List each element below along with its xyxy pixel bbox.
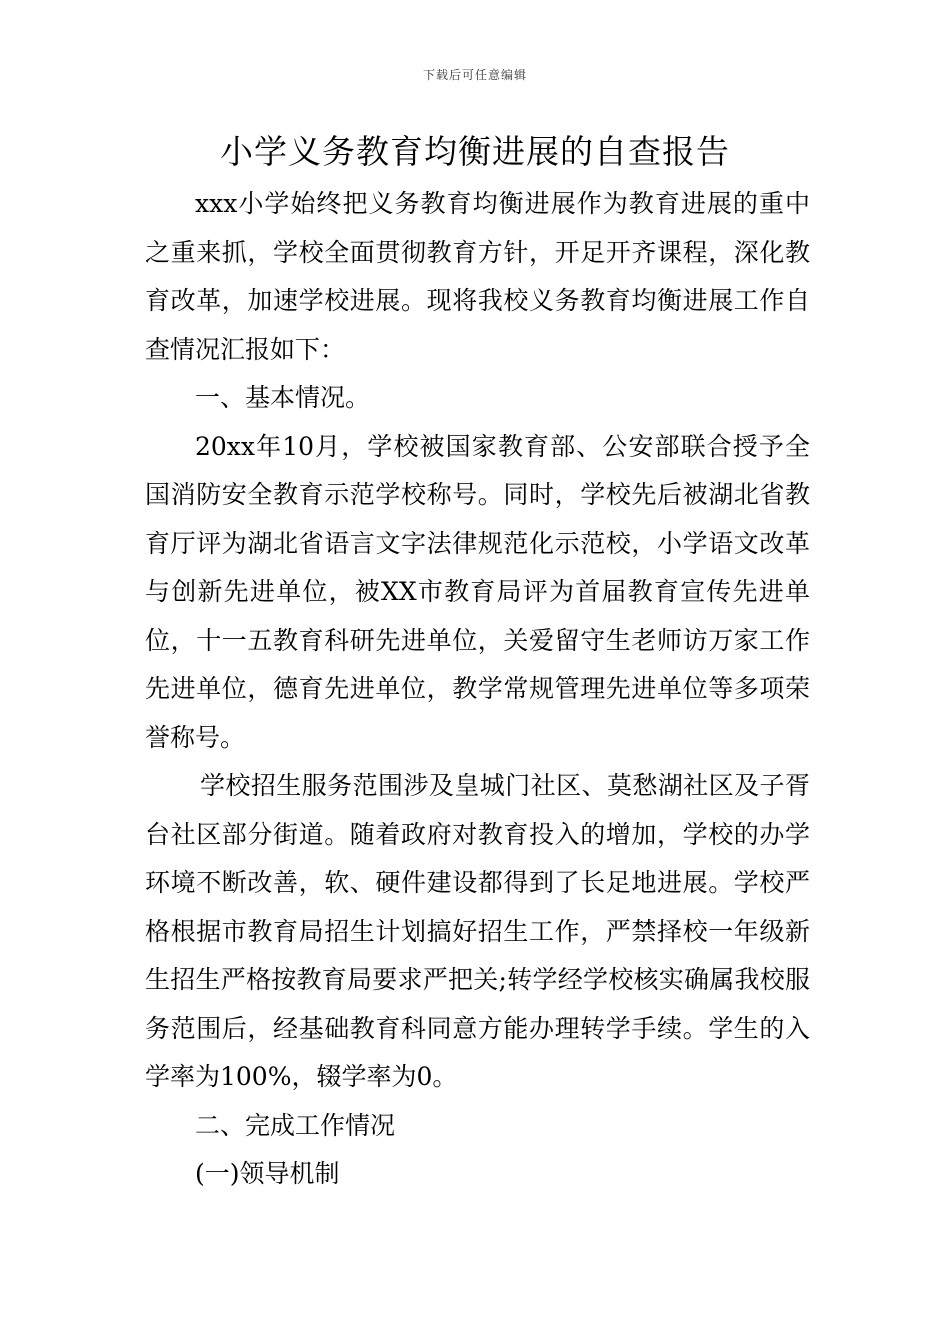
document-title: 小学义务教育均衡进展的自查报告	[220, 132, 730, 171]
paragraph-intro: xxx小学始终把义务教育均衡进展作为教育进展的重中之重来抓，学校全面贯彻教育方针，开足开齐课程，深化教育改革，加速学校进展。现将我校义务教育均衡进展工作自查情况汇报如下：	[145, 189, 810, 364]
paragraph-enrollment: 学校招生服务范围涉及皇城门社区、莫愁湖社区及子胥台社区部分街道。随着政府对教育投入的增加，学校的办学环境不断改善，软、硬件建设都得到了长足地进展。学校严格根据市教育局招生计划搞好招生工作，严禁择校一年级新生招生严格按教育局要求严把关;转学经学校核实确属我校服务范围后，经基础教育科同意方能办理转学手续。学生的入学率为100%，辍学率为0。	[145, 771, 810, 1091]
header-note: 下载后可任意编辑	[422, 68, 527, 82]
paragraph-honors: 20xx年10月，学校被国家教育部、公安部联合授予全国消防安全教育示范学校称号。同时，学校先后被湖北省教育厅评为湖北省语言文字法律规范化示范校，小学语文改革与创新先进单位，被XX市教育局评为首届教育宣传先进单位，十一五教育科研先进单位，关爱留守生老师访万家工作先进单位，德育先进单位，教学常规管理先进单位等多项荣誉称号。	[145, 431, 810, 752]
section-heading-work: 二、完成工作情况	[195, 1110, 396, 1140]
document-body	[145, 180, 810, 1199]
subsection-heading-leadership: (一)领导机制	[195, 1159, 340, 1188]
section-heading-basic: 一、基本情况。	[195, 383, 371, 412]
